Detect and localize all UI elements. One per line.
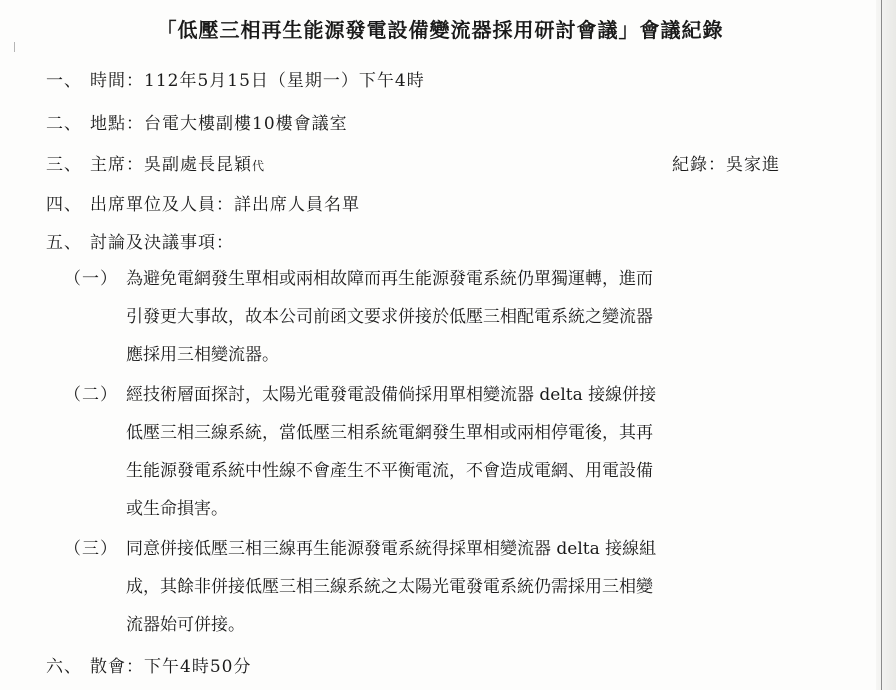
item-number: 六、 — [46, 657, 82, 677]
resolution-line: 引發更大事故，故本公司前函文要求併接於低壓三相配電系統之變流器 — [126, 307, 653, 327]
resolution-line: 生能源發電系統中性線不會產生不平衡電流，不會造成電網、用電設備 — [126, 461, 653, 481]
item-text: 地點：台電大樓副樓10樓會議室 — [90, 114, 348, 134]
page-edge — [876, 0, 896, 690]
item-time — [46, 66, 425, 91]
resolution-line: 應採用三相變流器。 — [126, 345, 279, 365]
resolution-line: 為避免電網發生單相或兩相故障而再生能源發電系統仍單獨運轉，進而 — [126, 269, 653, 289]
resolution-label: （三） — [64, 539, 118, 559]
recorder: 紀錄：吳家進 — [672, 155, 780, 175]
scan-mark — [14, 42, 17, 52]
document-title: 「低壓三相再生能源發電設備變流器採用研討會議」會議紀錄 — [156, 18, 724, 42]
resolution-line: 同意併接低壓三相三線再生能源發電系統得採單相變流器 delta 接線組 — [126, 539, 657, 559]
item-number: 二、 — [46, 114, 82, 134]
chair-suffix: 代 — [252, 159, 265, 173]
resolution-line: 或生命損害。 — [126, 499, 228, 519]
item-number: 三、 — [46, 155, 82, 175]
item-discussion — [46, 228, 234, 253]
item-number: 五、 — [46, 233, 82, 253]
resolution-label: （一） — [64, 269, 118, 289]
resolution-line: 低壓三相三線系統，當低壓三相系統電網發生單相或兩相停電後，其再 — [126, 423, 653, 443]
item-text: 散會：下午4時50分 — [90, 657, 252, 677]
item-place — [46, 109, 348, 134]
item-text: 討論及決議事項： — [90, 233, 234, 253]
item-adjourn — [46, 652, 251, 677]
item-number: 四、 — [46, 195, 82, 215]
item-text: 時間：112年5月15日（星期一）下午4時 — [90, 71, 425, 91]
item-text: 出席單位及人員：詳出席人員名單 — [90, 195, 360, 215]
resolution-line: 流器始可併接。 — [126, 615, 245, 635]
item-chair — [46, 150, 264, 175]
item-attendees — [46, 190, 360, 215]
resolution-line: 經技術層面探討，太陽光電發電設備倘採用單相變流器 delta 接線併接 — [126, 385, 657, 405]
item-text: 主席：吳副處長昆穎 — [90, 155, 252, 175]
resolution-label: （二） — [64, 385, 118, 405]
item-number: 一、 — [46, 71, 82, 91]
resolution-line: 成，其餘非併接低壓三相三線系統之太陽光電發電系統仍需採用三相變 — [126, 577, 653, 597]
